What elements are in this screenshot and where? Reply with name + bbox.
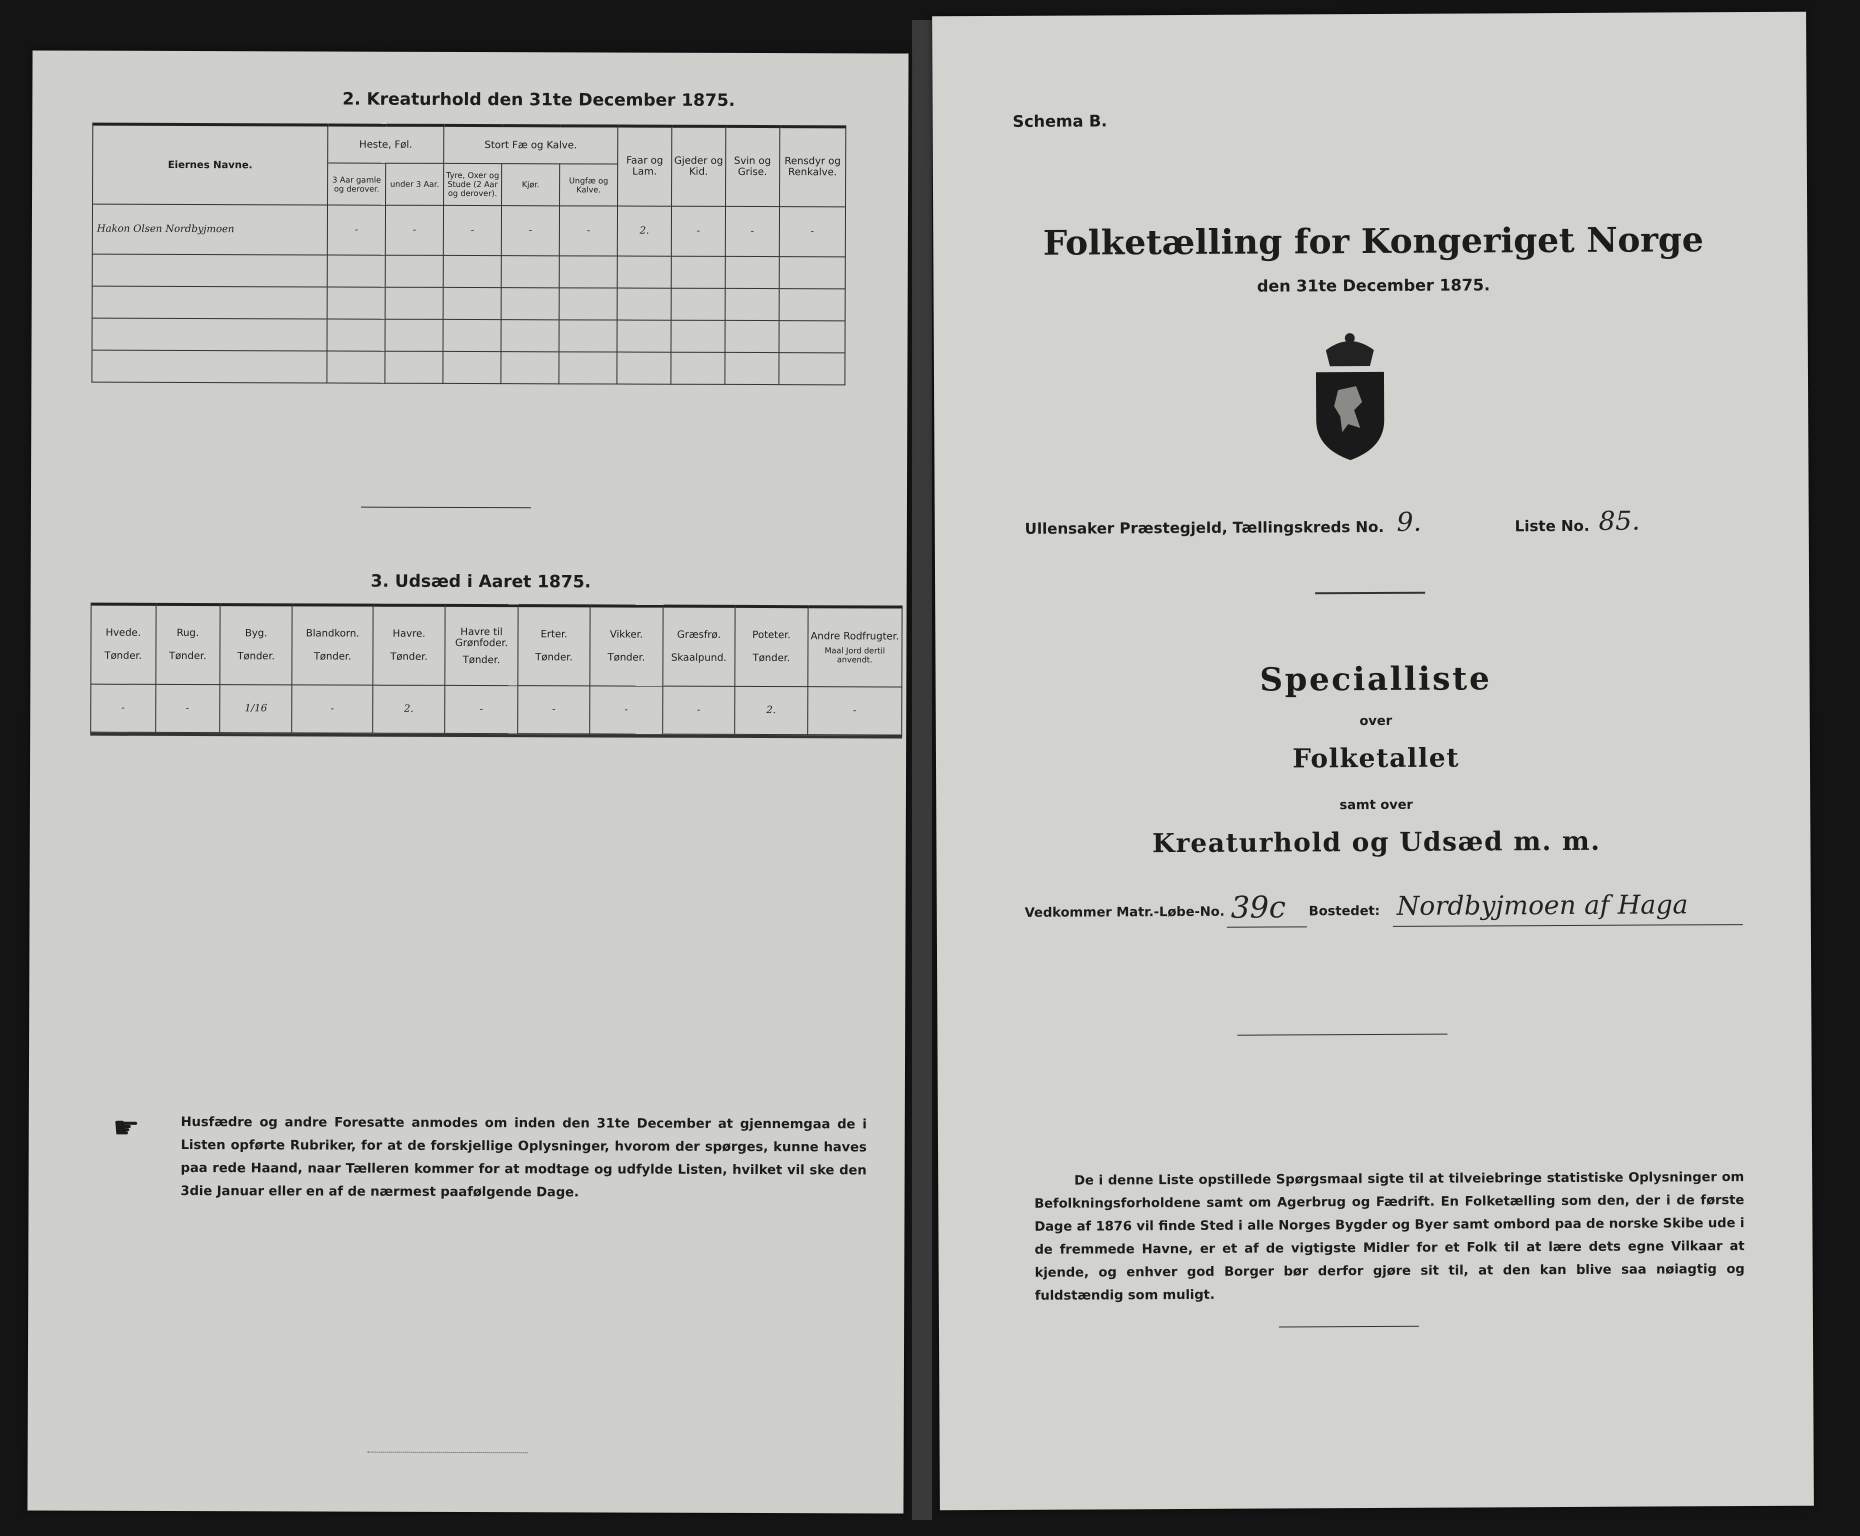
seed-header: Havre. Tønder. (373, 605, 446, 685)
seed-cell: - (155, 684, 220, 732)
coat-of-arms-icon (1304, 332, 1397, 466)
seed-header: Blandkorn. Tønder. (292, 605, 373, 685)
seed-cell: - (807, 687, 902, 735)
livestock-cell: - (725, 206, 779, 256)
seed-cell: - (91, 684, 156, 732)
reindeer-header: Rensdyr og Renkalve. (779, 127, 845, 207)
census-date: den 31te December 1875. (1256, 275, 1491, 296)
goats-header: Gjeder og Kid. (671, 126, 725, 206)
bosted-underline (1393, 924, 1743, 927)
seed-header: Erter. Tønder. (518, 606, 591, 686)
matr-label: Vedkommer Matr.-Løbe-No. (1024, 904, 1225, 921)
seed-cell: - (292, 685, 373, 733)
book-binding (912, 20, 932, 1520)
cattle-sub-young: Ungfæ og Kalve. (560, 164, 618, 206)
parish-label: Ullensaker Præstegjeld, (1024, 518, 1228, 538)
list-label: Liste No. (1514, 516, 1590, 536)
seed-header: Hvede. Tønder. (91, 604, 156, 684)
section3-title: 3. Udsæd i Aaret 1875. (370, 571, 592, 593)
over-label: over (1359, 713, 1393, 730)
right-page (932, 12, 1814, 1511)
barley-value: 1/16 (220, 685, 293, 733)
seed-header: Rug. Tønder. (155, 604, 220, 684)
seed-row (91, 684, 902, 735)
livestock-cell: - (443, 205, 501, 255)
owner-name: Hakon Olsen Nordbyjmoen (92, 204, 327, 255)
seed-header: Byg. Tønder. (220, 605, 293, 685)
horses-sub-old: 3 Aar gamle og derover. (328, 163, 386, 205)
livestock-cell: - (779, 207, 845, 257)
purpose-paragraph: De i denne Liste opstillede Spørgsmaal sigte til at tilveiebringe statistiske Oplysninger om Befolkningsforholdene samt om Agerbrug og Fædrift. En Folketælling som den, der i de første Dage af 1876 vil finde Sted i alle Norges Bygder og Byer samt ombord paa de norske Skibe ude i de fremmede Havne, er et af de vigtigste Midler for et Folk til at lære dets egne Vilkaar at kjende, og enhver god Borger bør derfor gjøre sit til, at den kan blive saa nøiagtig og fuldstændig som muligt. (1034, 1170, 1745, 1304)
seed-header: Andre Rodfrugter. Maal Jord dertil anvendt. (807, 607, 902, 687)
seed-header: Poteter. Tønder. (735, 606, 808, 686)
livestock-table (91, 123, 846, 386)
cattle-header: Stort Fæ og Kalve. (444, 125, 618, 164)
divider-rule (1315, 592, 1425, 595)
seed-header: Havre til Grønfoder. Tønder. (445, 605, 518, 685)
sheep-count: 2. (617, 206, 671, 256)
seed-header: Vikker. Tønder. (590, 606, 663, 686)
horses-header: Heste, Føl. (328, 125, 444, 163)
bosted-value: Nordbyjmoen af Haga (1396, 890, 1689, 922)
seed-table (90, 603, 902, 736)
list-value: 85. (1598, 506, 1641, 537)
divider-rule (361, 507, 531, 509)
left-page (27, 50, 908, 1513)
cattle-sub-cows: Kjør. (502, 164, 560, 206)
livestock-cell: - (501, 206, 559, 256)
bosted-label: Bostedet: (1308, 903, 1380, 920)
livestock-row (92, 204, 845, 257)
oats-value: 2. (373, 685, 446, 733)
divider-rule (1279, 1326, 1419, 1328)
sheep-header: Faar og Lam. (618, 126, 672, 206)
census-title: Folketælling for Kongeriget Norge (1042, 220, 1704, 264)
horses-sub-young: under 3 Aar. (386, 163, 444, 205)
pigs-header: Svin og Grise. (725, 126, 779, 206)
section2-title: 2. Kreaturhold den 31te December 1875. (342, 89, 736, 111)
matr-value: 39c (1230, 890, 1286, 926)
schema-label: Schema B. (1012, 111, 1108, 131)
bottom-dotted-rule (368, 1452, 528, 1454)
divider-rule (1237, 1034, 1447, 1036)
folketallet-title: Folketallet (1292, 743, 1460, 775)
seed-cell: - (662, 686, 735, 734)
livestock-cell: - (671, 206, 725, 256)
livestock-cell: - (385, 205, 443, 255)
seed-cell: - (518, 686, 591, 734)
matr-underline (1227, 926, 1307, 927)
seed-cell: - (590, 686, 663, 734)
notice-text: Husfædre og andre Foresatte anmodes om inden den 31te December at gjennemgaa de i Listen opførte Rubriker, for at de forskjellige Oplysninger, hvorom der spørges, kunne haves paa rede Haand, naar Tælleren kommer for at modtage og udfylde Listen, hvilket vil ske den 3die Januar eller en af de nærmest paafølgende Dage. (180, 1114, 867, 1201)
samt-label: samt over (1339, 797, 1413, 814)
specialliste-title: Specialliste (1259, 659, 1492, 699)
potatoes-value: 2. (735, 686, 808, 734)
livestock-cell: - (327, 205, 385, 255)
seed-header: Græsfrø. Skaalpund. (662, 606, 735, 686)
district-label: Tællingskreds No. (1232, 517, 1385, 537)
cattle-sub-bulls: Tyre, Oxer og Stude (2 Aar og derover). (444, 163, 502, 205)
seed-cell: - (445, 685, 518, 733)
kreaturhold-title: Kreaturhold og Udsæd m. m. (1152, 826, 1601, 860)
owner-header: Eiernes Navne. (93, 124, 328, 205)
district-value: 9. (1396, 507, 1422, 538)
pointing-hand-icon: ☛ (112, 1110, 140, 1146)
livestock-cell: - (559, 206, 617, 256)
